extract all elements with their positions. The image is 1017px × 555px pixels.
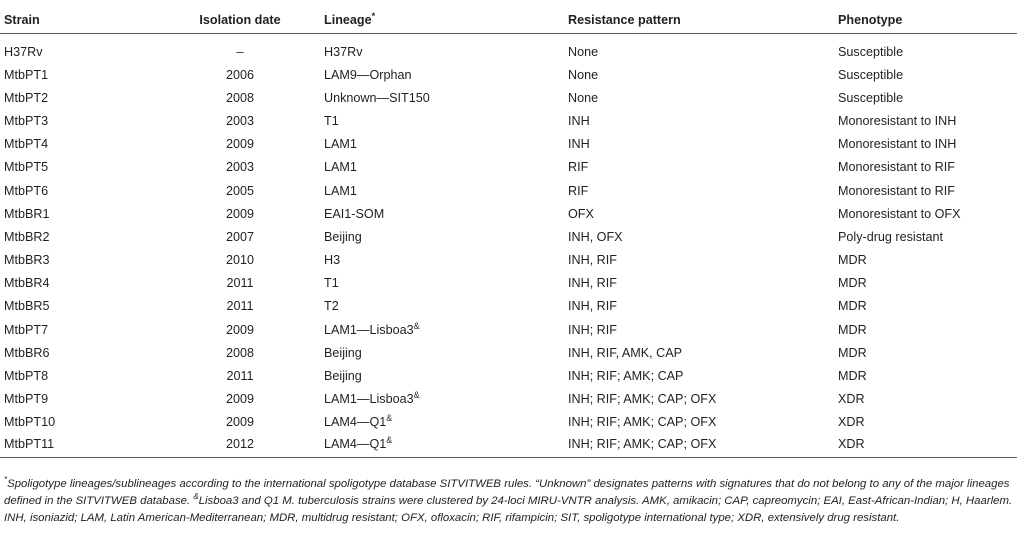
cell-resistance-pattern: INH <box>568 137 590 152</box>
table-row <box>0 364 1017 387</box>
cell-strain: MtbPT9 <box>4 392 49 407</box>
cell-strain: MtbPT11 <box>0 434 160 457</box>
cell-strain: MtbPT1 <box>4 67 49 82</box>
table-row <box>0 434 1017 457</box>
cell-isolation-date: 2005 <box>225 183 255 198</box>
cell-lineage <box>320 86 564 109</box>
table-row <box>0 225 1017 248</box>
cell-resistance-pattern: None <box>568 44 599 59</box>
cell-isolation-date: 2009 <box>225 206 255 221</box>
cell-phenotype: Monoresistant to RIF <box>838 183 955 198</box>
lineage-text: T2 <box>324 299 339 314</box>
cell-phenotype: MDR <box>838 276 867 291</box>
cell-isolation-date: 2012 <box>160 434 320 457</box>
cell-strain: H37Rv <box>4 44 43 59</box>
lineage-text: LAM1 <box>324 137 357 152</box>
table-row <box>0 109 1017 132</box>
cell-phenotype: MDR <box>838 322 867 337</box>
cell-strain: MtbBR3 <box>4 253 50 268</box>
cell-isolation-date: 2008 <box>225 90 255 105</box>
cell-strain: MtbBR1 <box>4 206 50 221</box>
cell-resistance-pattern: INH; RIF; AMK; CAP <box>568 369 684 384</box>
cell-resistance-pattern: INH, RIF, AMK, CAP <box>568 345 683 360</box>
table-row <box>0 86 1017 109</box>
cell-isolation-date: 2003 <box>225 160 255 175</box>
header-lineage-footnote-mark: * <box>371 10 376 21</box>
cell-resistance-pattern: INH; RIF; AMK; CAP; OFX <box>568 415 717 430</box>
cell-strain: MtbPT6 <box>4 183 49 198</box>
cell-phenotype: MDR <box>838 299 867 314</box>
cell-resistance-pattern: INH; RIF; AMK; CAP; OFX <box>568 392 717 407</box>
footnote-mark-ampersand: & <box>193 492 199 502</box>
cell-phenotype: Monoresistant to OFX <box>838 206 961 221</box>
lineage-footnote-mark: & <box>386 413 393 424</box>
cell-resistance-pattern: None <box>568 67 599 82</box>
header-row <box>0 7 1017 34</box>
cell-phenotype: XDR <box>838 415 865 430</box>
cell-lineage <box>320 411 564 434</box>
table-row <box>0 34 1017 64</box>
lineage-text: LAM9—Orphan <box>324 67 412 82</box>
table-row <box>0 63 1017 86</box>
cell-resistance-pattern: RIF <box>568 160 589 175</box>
table-row <box>0 179 1017 202</box>
cell-phenotype: XDR <box>834 434 1017 457</box>
lineage-text: Unknown—SIT150 <box>324 90 430 105</box>
header-resistance-pattern: Resistance pattern <box>564 7 834 34</box>
lineage-text: LAM1—Lisboa3 <box>324 322 414 337</box>
cell-isolation-date: 2009 <box>225 392 255 407</box>
cell-strain: MtbPT3 <box>4 113 49 128</box>
lineage-text: T1 <box>324 276 339 291</box>
table-footnote <box>4 476 1014 527</box>
cell-resistance-pattern: OFX <box>568 206 594 221</box>
table-row <box>0 156 1017 179</box>
cell-isolation-date: 2009 <box>225 415 255 430</box>
lineage-footnote-mark: & <box>413 390 420 401</box>
cell-resistance-pattern: INH; RIF; AMK; CAP; OFX <box>564 434 834 457</box>
cell-phenotype: Susceptible <box>838 67 904 82</box>
cell-lineage <box>320 133 564 156</box>
cell-isolation-date: 2006 <box>225 67 255 82</box>
cell-lineage <box>320 109 564 132</box>
lineage-footnote-mark: & <box>386 434 393 445</box>
cell-lineage <box>320 388 564 411</box>
footnote-text-1: Spoligotype lineages/sublineages according to the international spoligotype database SITVITWEB rules. “Unknown” designates patterns with signatures that do not belong to any of the major lineages defined in the SITVITWEB database. <box>4 478 1010 507</box>
lineage-text: Beijing <box>324 369 362 384</box>
lineage-text: H3 <box>324 253 341 268</box>
cell-strain: MtbPT4 <box>4 137 49 152</box>
table-row <box>0 318 1017 341</box>
table-row <box>0 388 1017 411</box>
cell-strain: MtbBR4 <box>4 276 50 291</box>
header-lineage <box>320 7 564 34</box>
cell-lineage <box>320 434 564 457</box>
footnote-text-2: Lisboa3 and Q1 M. tuberculosis strains were clustered by 24-loci MIRU-VNTR analysis. AMK, amikacin; CAP, capreomycin; EAI, East-African-Indian; H, Haarlem. INH, isoniazid; LAM, Latin American-Mediterranean; MDR, multidrug resistant; OFX, ofloxacin; RIF, rifampicin; SIT, spoligotype international type; XDR, extensively drug resistant. <box>4 495 1013 524</box>
footnote-mark-star: * <box>4 475 8 485</box>
cell-lineage <box>320 341 564 364</box>
cell-lineage <box>320 179 564 202</box>
cell-lineage <box>320 295 564 318</box>
cell-resistance-pattern: RIF <box>568 183 589 198</box>
cell-phenotype: Susceptible <box>838 90 904 105</box>
strains-table <box>0 7 1017 458</box>
cell-isolation-date: 2009 <box>225 137 255 152</box>
table-body <box>0 34 1017 458</box>
cell-resistance-pattern: INH <box>568 113 590 128</box>
header-lineage-label: Lineage <box>324 13 372 27</box>
cell-isolation-date: 2011 <box>226 369 254 384</box>
lineage-text: Beijing <box>324 229 362 244</box>
cell-phenotype: Poly-drug resistant <box>838 229 943 244</box>
cell-strain: MtbPT7 <box>4 322 49 337</box>
table-row <box>0 341 1017 364</box>
table-row <box>0 295 1017 318</box>
cell-strain: MtbPT10 <box>4 415 56 430</box>
cell-lineage <box>320 272 564 295</box>
header-phenotype: Phenotype <box>834 7 1017 34</box>
cell-strain: MtbPT8 <box>4 369 49 384</box>
cell-lineage <box>320 249 564 272</box>
cell-lineage <box>320 318 564 341</box>
cell-isolation-date: 2007 <box>225 229 255 244</box>
cell-strain: MtbBR6 <box>4 345 50 360</box>
cell-phenotype: Monoresistant to RIF <box>838 160 955 175</box>
lineage-text: LAM1 <box>324 160 357 175</box>
cell-phenotype: Monoresistant to INH <box>838 137 957 152</box>
table-row <box>0 202 1017 225</box>
cell-resistance-pattern: INH, OFX <box>568 229 623 244</box>
cell-resistance-pattern: None <box>568 90 599 105</box>
lineage-text: EAI1-SOM <box>324 206 385 221</box>
lineage-text: LAM1 <box>324 183 357 198</box>
cell-isolation-date: 2011 <box>226 299 254 314</box>
cell-phenotype: Susceptible <box>838 44 904 59</box>
cell-lineage <box>320 225 564 248</box>
lineage-text: LAM4—Q1 <box>324 415 387 430</box>
cell-isolation-date: 2011 <box>226 276 254 291</box>
table-header <box>0 7 1017 34</box>
lineage-text: LAM1—Lisboa3 <box>324 392 414 407</box>
cell-lineage <box>320 34 564 64</box>
cell-resistance-pattern: INH, RIF <box>568 299 617 314</box>
lineage-text: LAM4—Q1 <box>324 436 387 451</box>
table-row <box>0 272 1017 295</box>
cell-phenotype: MDR <box>838 369 867 384</box>
cell-strain: MtbPT5 <box>4 160 49 175</box>
cell-lineage <box>320 202 564 225</box>
cell-isolation-date: 2010 <box>225 253 255 268</box>
cell-resistance-pattern: INH, RIF <box>568 276 617 291</box>
cell-strain: MtbBR2 <box>4 229 50 244</box>
cell-phenotype: MDR <box>838 345 867 360</box>
cell-lineage <box>320 364 564 387</box>
cell-isolation-date: – <box>236 44 244 59</box>
header-isolation-date: Isolation date <box>160 7 320 34</box>
table-row <box>0 249 1017 272</box>
cell-isolation-date: 2008 <box>225 345 255 360</box>
cell-phenotype: Monoresistant to INH <box>838 113 957 128</box>
cell-resistance-pattern: INH; RIF <box>568 322 617 337</box>
header-strain: Strain <box>0 7 160 34</box>
cell-strain: MtbBR5 <box>4 299 50 314</box>
cell-isolation-date: 2003 <box>225 113 255 128</box>
cell-phenotype: XDR <box>838 392 865 407</box>
cell-resistance-pattern: INH, RIF <box>568 253 617 268</box>
cell-strain: MtbPT2 <box>4 90 49 105</box>
cell-lineage <box>320 63 564 86</box>
lineage-text: Beijing <box>324 345 362 360</box>
table-row <box>0 411 1017 434</box>
lineage-text: T1 <box>324 113 339 128</box>
cell-lineage <box>320 156 564 179</box>
lineage-text: H37Rv <box>324 44 363 59</box>
cell-isolation-date: 2009 <box>225 322 255 337</box>
cell-phenotype: MDR <box>838 253 867 268</box>
lineage-footnote-mark: & <box>413 320 420 331</box>
table-row <box>0 133 1017 156</box>
